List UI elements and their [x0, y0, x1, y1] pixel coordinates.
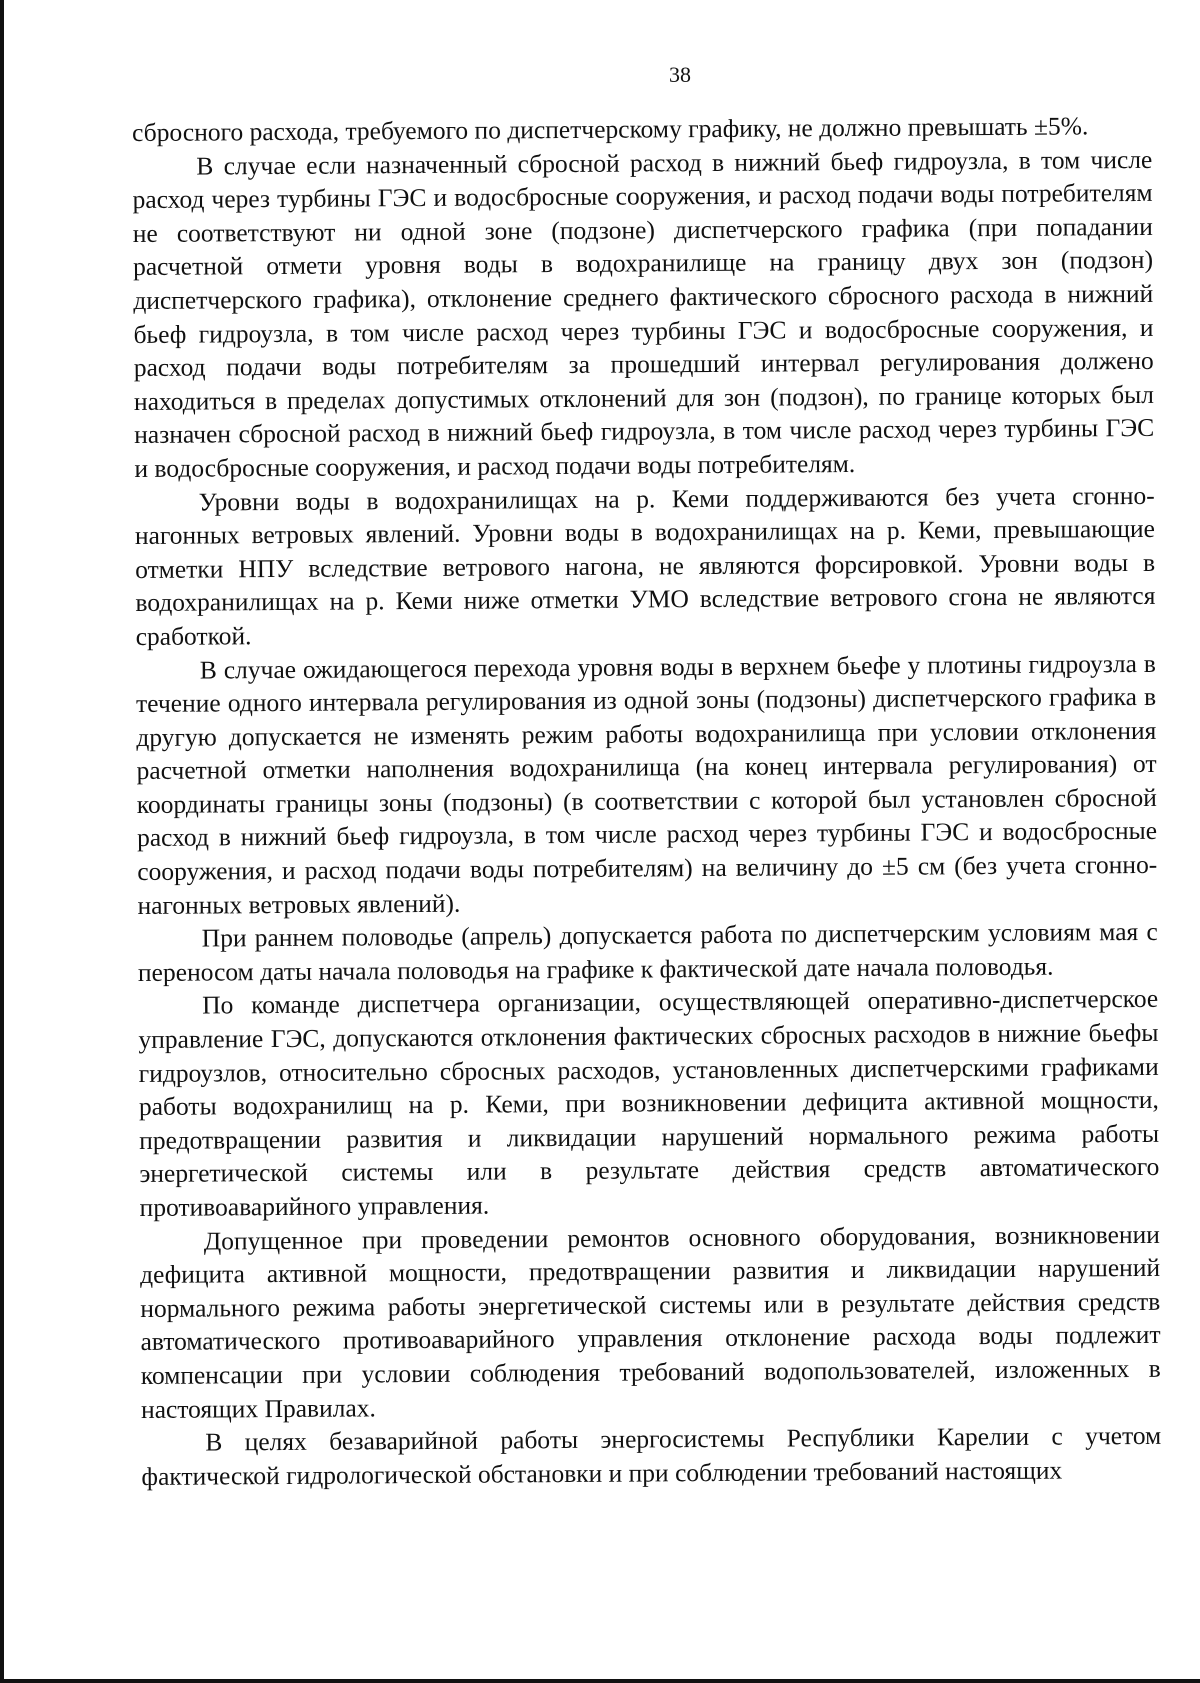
body-text: [132, 109, 1162, 1493]
paragraph-continuation: сбросного расхода, требуемого по диспетчерскому графику, не должно превышать ±5%.: [132, 111, 1089, 147]
paragraph-early-flood: При раннем половодье (апрель) допускается работа по диспетчерским условиям мая с переносом даты начала половодья на графике к фактической дате начала половодья.: [137, 917, 1158, 987]
paragraph-discharge-zones: В случае если назначенный сбросной расход в нижний бьеф гидроузла, в том числе расход через турбины ГЭС и водосбросные сооружения, и расход подачи воды потребителям не соответствуют ни одной зоне (подзоне) диспетчерского графика (при попадании расчетной отмети уровня воды в водохранилище на границу двух зон (подзон) диспетчерского графика), отклонение среднего фактического сбросного расхода в нижний бьеф гидроузла, в том числе расход через турбины ГЭС и водосбросные сооружения, и расход подачи воды потребителям за прошедший интервал регулирования должено находиться в пределах допустимых отклонений для зон (подзон), по границе которых был назначен сбросной расход в нижний бьеф гидроузла, в том числе расход через турбины ГЭС и водосбросные сооружения, и расход подачи воды потребителям.: [132, 144, 1155, 483]
scan-edge-bottom: [0, 1679, 1200, 1683]
paragraph-water-levels: Уровни воды в водохранилищах на р. Кеми поддерживаются без учета сгонно-нагонных ветровых явлений. Уровни воды в водохранилищах на р. Кеми, превышающие отметки НПУ вследствие ветрового нагона, не являются форсировкой. Уровни воды в водохранилищах на р. Кеми ниже отметки УМО вследствие ветрового сгона не являются сработкой.: [134, 480, 1156, 651]
page-number: 38: [669, 62, 691, 87]
paragraph-accident-free: В целях безаварийной работы энергосистемы Республики Карелии с учетом фактической гидрологической обстановки и при соблюдении требований настоящих: [141, 1421, 1162, 1491]
paragraph-compensation: Допущенное при проведении ремонтов основного оборудования, возникновении дефицита активной мощности, предотвращении развития и ликвидации нарушений нормального режима работы энергетической системы или в результате действия средств автоматического противоаварийного управления отклонение расхода воды подлежит компенсации при условии соблюдения требований водопользователей, изложенных в настоящих Правилах.: [139, 1219, 1161, 1424]
scan-edge-left: [0, 0, 4, 1683]
paragraph-zone-transition: В случае ожидающегося перехода уровня воды в верхнем бьефе у плотины гидроузла в течение одного интервала регулирования из одной зоны (подзоны) диспетчерского графика в другую допускается не изменять режим работы водохранилища при условии отклонения расчетной отметки наполнения водохранилища (на конец интервала регулирования) от координаты границы зоны (подзоны) (в соответствии с которой был установлен сбросной расход в нижний бьеф гидроузла, в том числе расход через турбины ГЭС и водосбросные сооружения, и расход подачи воды потребителям) на величину до ±5 см (без учета сгонно-нагонных ветровых явлений).: [136, 648, 1158, 920]
paragraph-dispatcher-command: По команде диспетчера организации, осуществляющей оперативно-диспетчерское управление ГЭС, допускаются отклонения фактических сбросных расходов в нижние бьефы гидроузлов, относительно сбросных расходов, установленных диспетчерскими графиками работы водохранилищ на р. Кеми, при возникновении дефицита активной мощности, предотвращении развития и ликвидации нарушений нормального режима работы энергетической системы или в результате действия средств автоматического противоаварийного управления.: [138, 984, 1160, 1222]
